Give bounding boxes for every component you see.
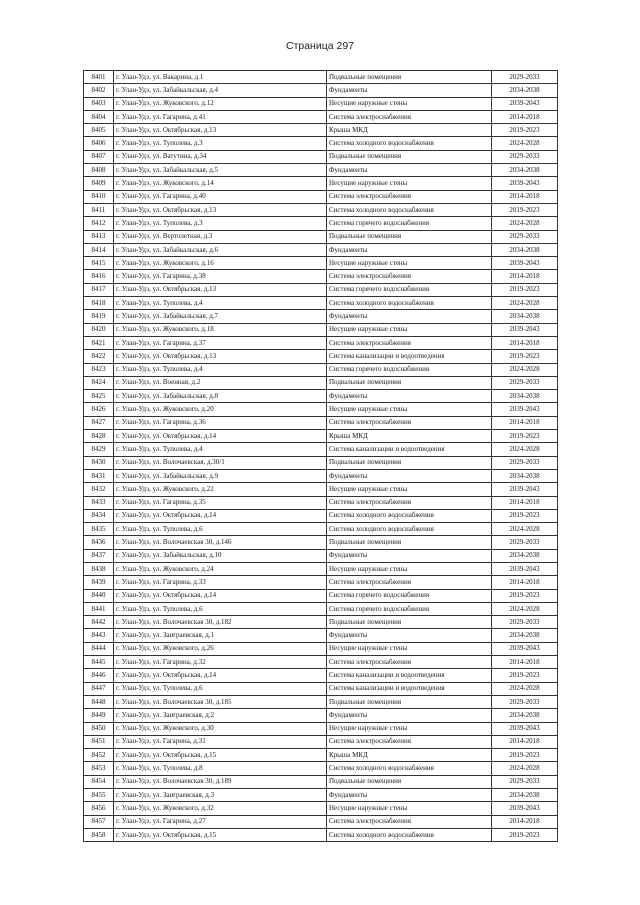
table-row: [84, 483, 558, 496]
table-row: [84, 336, 558, 349]
row-number-cell: 8450: [84, 722, 114, 735]
address-cell: г. Улан-Удэ, ул. Жуковского, д.32: [114, 802, 327, 815]
address-cell: г. Улан-Удэ, ул. Заиграевская, д.2: [114, 709, 327, 722]
table-row: [84, 762, 558, 775]
table-row: [84, 815, 558, 828]
structural-element-cell: Система канализации и водоотведения: [327, 350, 492, 363]
structural-element-cell: Фундаменты: [327, 243, 492, 256]
repair-period-cell: 2024-2028: [492, 682, 558, 695]
structural-element-cell: Система холодного водоснабжения: [327, 509, 492, 522]
structural-element-cell: Система холодного водоснабжения: [327, 137, 492, 150]
row-number-cell: 8442: [84, 616, 114, 629]
row-number-cell: 8448: [84, 695, 114, 708]
structural-element-cell: Система горячего водоснабжения: [327, 602, 492, 615]
table-row: [84, 363, 558, 376]
address-cell: г. Улан-Удэ, ул. Забайкальская, д.4: [114, 84, 327, 97]
address-cell: г. Улан-Удэ, ул. Октябрьская, д.13: [114, 124, 327, 137]
address-cell: г. Улан-Удэ, ул. Волочаевская 30, д.182: [114, 616, 327, 629]
repair-period-cell: 2019-2023: [492, 749, 558, 762]
address-cell: г. Улан-Удэ, ул. Забайкальская, д.10: [114, 549, 327, 562]
table-row: [84, 257, 558, 270]
table-row: [84, 602, 558, 615]
structural-element-cell: Крыша МКД: [327, 430, 492, 443]
row-number-cell: 8407: [84, 150, 114, 163]
structural-element-cell: Подвальные помещения: [327, 775, 492, 788]
repair-period-cell: 2029-2033: [492, 456, 558, 469]
repair-period-cell: 2039-2043: [492, 802, 558, 815]
structural-element-cell: Несущие наружные стены: [327, 97, 492, 110]
structural-element-cell: Система горячего водоснабжения: [327, 589, 492, 602]
repair-period-cell: 2029-2033: [492, 616, 558, 629]
structural-element-cell: Фундаменты: [327, 789, 492, 802]
address-cell: г. Улан-Удэ, ул. Ватутина, д.34: [114, 150, 327, 163]
table-row: [84, 230, 558, 243]
structural-element-cell: Система электроснабжения: [327, 735, 492, 748]
table-row: [84, 203, 558, 216]
repair-period-cell: 2019-2023: [492, 283, 558, 296]
structural-element-cell: Система электроснабжения: [327, 656, 492, 669]
structural-element-cell: Несущие наружные стены: [327, 257, 492, 270]
structural-element-cell: Система электроснабжения: [327, 110, 492, 123]
table-row: [84, 576, 558, 589]
address-cell: г. Улан-Удэ, ул. Гагарина, д.32: [114, 656, 327, 669]
row-number-cell: 8403: [84, 97, 114, 110]
address-cell: г. Улан-Удэ, ул. Забайкальская, д.7: [114, 310, 327, 323]
row-number-cell: 8433: [84, 496, 114, 509]
row-number-cell: 8414: [84, 243, 114, 256]
repair-period-cell: 2029-2033: [492, 695, 558, 708]
structural-element-cell: Фундаменты: [327, 549, 492, 562]
structural-element-cell: Несущие наружные стены: [327, 722, 492, 735]
row-number-cell: 8435: [84, 523, 114, 536]
address-cell: г. Улан-Удэ, ул. Военная, д.2: [114, 376, 327, 389]
repair-period-cell: 2019-2023: [492, 828, 558, 841]
structural-element-cell: Система холодного водоснабжения: [327, 523, 492, 536]
address-cell: г. Улан-Удэ, ул. Жуковского, д.26: [114, 642, 327, 655]
row-number-cell: 8456: [84, 802, 114, 815]
row-number-cell: 8408: [84, 164, 114, 177]
address-cell: г. Улан-Удэ, ул. Туполева, д.6: [114, 682, 327, 695]
repair-period-cell: 2014-2018: [492, 735, 558, 748]
repair-period-cell: 2034-2038: [492, 243, 558, 256]
table-row: [84, 110, 558, 123]
table-row: [84, 71, 558, 84]
repair-period-cell: 2019-2023: [492, 430, 558, 443]
structural-element-cell: Подвальные помещения: [327, 230, 492, 243]
table-row: [84, 749, 558, 762]
table-row: [84, 164, 558, 177]
address-cell: г. Улан-Удэ, ул. Волочаевская 30, д.146: [114, 536, 327, 549]
address-cell: г. Улан-Удэ, ул. Гагарина, д.31: [114, 735, 327, 748]
repair-period-cell: 2014-2018: [492, 496, 558, 509]
repair-period-cell: 2024-2028: [492, 523, 558, 536]
repair-period-cell: 2039-2043: [492, 177, 558, 190]
table-row: [84, 297, 558, 310]
repair-period-cell: 2034-2038: [492, 310, 558, 323]
table-row: [84, 283, 558, 296]
address-cell: г. Улан-Удэ, ул. Гагарина, д.37: [114, 336, 327, 349]
table-row: [84, 589, 558, 602]
structural-element-cell: Подвальные помещения: [327, 150, 492, 163]
structural-element-cell: Несущие наружные стены: [327, 483, 492, 496]
row-number-cell: 8439: [84, 576, 114, 589]
structural-element-cell: Фундаменты: [327, 390, 492, 403]
table-row: [84, 496, 558, 509]
structural-element-cell: Крыша МКД: [327, 749, 492, 762]
structural-element-cell: Подвальные помещения: [327, 456, 492, 469]
repair-period-cell: 2014-2018: [492, 815, 558, 828]
table-row: [84, 682, 558, 695]
table-row: [84, 549, 558, 562]
address-cell: г. Улан-Удэ, ул. Туполева, д.3: [114, 217, 327, 230]
row-number-cell: 8429: [84, 443, 114, 456]
repair-period-cell: 2039-2043: [492, 722, 558, 735]
row-number-cell: 8446: [84, 669, 114, 682]
address-cell: г. Улан-Удэ, ул. Туполева, д.3: [114, 137, 327, 150]
address-cell: г. Улан-Удэ, ул. Жуковского, д.24: [114, 562, 327, 575]
table-row: [84, 443, 558, 456]
structural-element-cell: Система холодного водоснабжения: [327, 828, 492, 841]
repair-period-cell: 2014-2018: [492, 416, 558, 429]
structural-element-cell: Фундаменты: [327, 469, 492, 482]
row-number-cell: 8445: [84, 656, 114, 669]
table-row: [84, 390, 558, 403]
table-row: [84, 137, 558, 150]
repair-period-cell: 2024-2028: [492, 762, 558, 775]
address-cell: г. Улан-Удэ, ул. Гагарина, д.38: [114, 270, 327, 283]
repair-period-cell: 2039-2043: [492, 562, 558, 575]
table-row: [84, 709, 558, 722]
row-number-cell: 8420: [84, 323, 114, 336]
repair-period-cell: 2034-2038: [492, 164, 558, 177]
address-cell: г. Улан-Удэ, ул. Жуковского, д.30: [114, 722, 327, 735]
table-row: [84, 430, 558, 443]
table-row: [84, 217, 558, 230]
repair-period-cell: 2034-2038: [492, 549, 558, 562]
row-number-cell: 8417: [84, 283, 114, 296]
address-cell: г. Улан-Удэ, ул. Туполева, д.6: [114, 523, 327, 536]
structural-element-cell: Фундаменты: [327, 84, 492, 97]
repair-period-cell: 2014-2018: [492, 270, 558, 283]
table-row: [84, 150, 558, 163]
address-cell: г. Улан-Удэ, ул. Октябрьская, д.15: [114, 828, 327, 841]
table-row: [84, 270, 558, 283]
row-number-cell: 8440: [84, 589, 114, 602]
table-row: [84, 403, 558, 416]
repair-period-cell: 2024-2028: [492, 217, 558, 230]
repair-period-cell: 2039-2043: [492, 642, 558, 655]
repair-period-cell: 2034-2038: [492, 629, 558, 642]
structural-element-cell: Система горячего водоснабжения: [327, 363, 492, 376]
table-row: [84, 350, 558, 363]
address-cell: г. Улан-Удэ, ул. Туполева, д.6: [114, 602, 327, 615]
address-cell: г. Улан-Удэ, ул. Вертолетная, д.3: [114, 230, 327, 243]
repair-period-cell: 2024-2028: [492, 137, 558, 150]
row-number-cell: 8438: [84, 562, 114, 575]
table-row: [84, 656, 558, 669]
row-number-cell: 8412: [84, 217, 114, 230]
address-cell: г. Улан-Удэ, ул. Октябрьская, д.14: [114, 589, 327, 602]
repair-period-cell: 2029-2033: [492, 536, 558, 549]
address-cell: г. Улан-Удэ, ул. Октябрьская, д.13: [114, 203, 327, 216]
row-number-cell: 8425: [84, 390, 114, 403]
address-cell: г. Улан-Удэ, ул. Туполева, д.4: [114, 297, 327, 310]
repair-period-cell: 2024-2028: [492, 363, 558, 376]
table-row: [84, 469, 558, 482]
table-row: [84, 695, 558, 708]
address-cell: г. Улан-Удэ, ул. Туполева, д.4: [114, 363, 327, 376]
row-number-cell: 8409: [84, 177, 114, 190]
address-cell: г. Улан-Удэ, ул. Заиграевская, д.3: [114, 789, 327, 802]
repair-period-cell: 2014-2018: [492, 190, 558, 203]
table-row: [84, 310, 558, 323]
address-cell: г. Улан-Удэ, ул. Туполева, д.4: [114, 443, 327, 456]
repair-period-cell: 2034-2038: [492, 390, 558, 403]
repair-period-cell: 2034-2038: [492, 709, 558, 722]
table-row: [84, 629, 558, 642]
row-number-cell: 8405: [84, 124, 114, 137]
structural-element-cell: Подвальные помещения: [327, 536, 492, 549]
repair-period-cell: 2024-2028: [492, 443, 558, 456]
repair-period-cell: 2014-2018: [492, 110, 558, 123]
row-number-cell: 8457: [84, 815, 114, 828]
address-cell: г. Улан-Удэ, ул. Октябрьская, д.15: [114, 749, 327, 762]
table-row: [84, 177, 558, 190]
structural-element-cell: Система электроснабжения: [327, 270, 492, 283]
structural-element-cell: Фундаменты: [327, 629, 492, 642]
table-row: [84, 190, 558, 203]
structural-element-cell: Система горячего водоснабжения: [327, 217, 492, 230]
row-number-cell: 8401: [84, 71, 114, 84]
row-number-cell: 8437: [84, 549, 114, 562]
repair-period-cell: 2034-2038: [492, 789, 558, 802]
address-cell: г. Улан-Удэ, ул. Гагарина, д.35: [114, 496, 327, 509]
structural-element-cell: Система горячего водоснабжения: [327, 283, 492, 296]
table-row: [84, 775, 558, 788]
repair-period-cell: 2029-2033: [492, 150, 558, 163]
row-number-cell: 8449: [84, 709, 114, 722]
row-number-cell: 8443: [84, 629, 114, 642]
table-row: [84, 523, 558, 536]
table-row: [84, 669, 558, 682]
row-number-cell: 8415: [84, 257, 114, 270]
row-number-cell: 8431: [84, 469, 114, 482]
structural-element-cell: Фундаменты: [327, 709, 492, 722]
address-cell: г. Улан-Удэ, ул. Октябрьская, д.13: [114, 350, 327, 363]
address-cell: г. Улан-Удэ, ул. Октябрьская, д.14: [114, 669, 327, 682]
address-cell: г. Улан-Удэ, ул. Гагарина, д.36: [114, 416, 327, 429]
repair-period-cell: 2019-2023: [492, 203, 558, 216]
row-number-cell: 8426: [84, 403, 114, 416]
table-body: [84, 71, 558, 842]
row-number-cell: 8454: [84, 775, 114, 788]
address-cell: г. Улан-Удэ, ул. Гагарина, д.41: [114, 110, 327, 123]
repair-period-cell: 2019-2023: [492, 350, 558, 363]
repair-period-cell: 2024-2028: [492, 602, 558, 615]
repair-period-cell: 2019-2023: [492, 669, 558, 682]
row-number-cell: 8406: [84, 137, 114, 150]
address-cell: г. Улан-Удэ, ул. Забайкальская, д.6: [114, 243, 327, 256]
address-cell: г. Улан-Удэ, ул. Вакарина, д.1: [114, 71, 327, 84]
page-title: Страница 297: [285, 40, 355, 52]
address-cell: г. Улан-Удэ, ул. Гагарина, д.40: [114, 190, 327, 203]
row-number-cell: 8421: [84, 336, 114, 349]
repair-period-cell: 2034-2038: [492, 84, 558, 97]
address-cell: г. Улан-Удэ, ул. Волочаевская 30, д.185: [114, 695, 327, 708]
structural-element-cell: Подвальные помещения: [327, 616, 492, 629]
row-number-cell: 8441: [84, 602, 114, 615]
structural-element-cell: Подвальные помещения: [327, 695, 492, 708]
table-row: [84, 84, 558, 97]
repair-period-cell: 2039-2043: [492, 97, 558, 110]
row-number-cell: 8453: [84, 762, 114, 775]
address-cell: г. Улан-Удэ, ул. Гагарина, д.33: [114, 576, 327, 589]
row-number-cell: 8418: [84, 297, 114, 310]
repair-period-cell: 2029-2033: [492, 230, 558, 243]
row-number-cell: 8419: [84, 310, 114, 323]
address-cell: г. Улан-Удэ, ул. Забайкальская, д.5: [114, 164, 327, 177]
table-row: [84, 243, 558, 256]
repair-period-cell: 2019-2023: [492, 589, 558, 602]
address-cell: г. Улан-Удэ, ул. Жуковского, д.18: [114, 323, 327, 336]
table-row: [84, 802, 558, 815]
row-number-cell: 8402: [84, 84, 114, 97]
structural-element-cell: Система электроснабжения: [327, 190, 492, 203]
row-number-cell: 8427: [84, 416, 114, 429]
address-cell: г. Улан-Удэ, ул. Октябрьская, д.13: [114, 283, 327, 296]
row-number-cell: 8434: [84, 509, 114, 522]
row-number-cell: 8422: [84, 350, 114, 363]
table-row: [84, 456, 558, 469]
structural-element-cell: Фундаменты: [327, 164, 492, 177]
structural-element-cell: Система электроснабжения: [327, 336, 492, 349]
row-number-cell: 8455: [84, 789, 114, 802]
address-cell: г. Улан-Удэ, ул. Жуковского, д.20: [114, 403, 327, 416]
address-cell: г. Улан-Удэ, ул. Волочаевская, д.30/1: [114, 456, 327, 469]
structural-element-cell: Система холодного водоснабжения: [327, 297, 492, 310]
structural-element-cell: Подвальные помещения: [327, 71, 492, 84]
table-row: [84, 536, 558, 549]
structural-element-cell: Несущие наружные стены: [327, 642, 492, 655]
address-cell: г. Улан-Удэ, ул. Заиграевская, д.1: [114, 629, 327, 642]
row-number-cell: 8452: [84, 749, 114, 762]
structural-element-cell: Система электроснабжения: [327, 815, 492, 828]
repair-period-cell: 2019-2023: [492, 509, 558, 522]
address-cell: г. Улан-Удэ, ул. Жуковского, д.12: [114, 97, 327, 110]
address-cell: г. Улан-Удэ, ул. Забайкальская, д.9: [114, 469, 327, 482]
row-number-cell: 8424: [84, 376, 114, 389]
address-cell: г. Улан-Удэ, ул. Жуковского, д.22: [114, 483, 327, 496]
address-cell: г. Улан-Удэ, ул. Волочаевская 30, д.189: [114, 775, 327, 788]
table-row: [84, 642, 558, 655]
table-row: [84, 828, 558, 841]
address-cell: г. Улан-Удэ, ул. Жуковского, д.14: [114, 177, 327, 190]
table-row: [84, 722, 558, 735]
table-row: [84, 735, 558, 748]
repair-period-cell: 2029-2033: [492, 376, 558, 389]
repair-period-cell: 2014-2018: [492, 656, 558, 669]
row-number-cell: 8458: [84, 828, 114, 841]
row-number-cell: 8451: [84, 735, 114, 748]
address-cell: г. Улан-Удэ, ул. Туполева, д.8: [114, 762, 327, 775]
repair-period-cell: 2034-2038: [492, 469, 558, 482]
structural-element-cell: Фундаменты: [327, 310, 492, 323]
structural-element-cell: Несущие наружные стены: [327, 177, 492, 190]
structural-element-cell: Несущие наружные стены: [327, 562, 492, 575]
repair-period-cell: 2039-2043: [492, 323, 558, 336]
row-number-cell: 8413: [84, 230, 114, 243]
repair-period-cell: 2014-2018: [492, 336, 558, 349]
structural-element-cell: Система канализации и водоотведения: [327, 669, 492, 682]
address-cell: г. Улан-Удэ, ул. Октябрьская, д.14: [114, 430, 327, 443]
structural-element-cell: Система электроснабжения: [327, 576, 492, 589]
table-row: [84, 562, 558, 575]
address-cell: г. Улан-Удэ, ул. Забайкальская, д.8: [114, 390, 327, 403]
repair-period-cell: 2019-2023: [492, 124, 558, 137]
table-row: [84, 124, 558, 137]
address-cell: г. Улан-Удэ, ул. Гагарина, д.27: [114, 815, 327, 828]
structural-element-cell: Крыша МКД: [327, 124, 492, 137]
structural-element-cell: Несущие наружные стены: [327, 802, 492, 815]
repair-period-cell: 2039-2043: [492, 403, 558, 416]
row-number-cell: 8423: [84, 363, 114, 376]
row-number-cell: 8447: [84, 682, 114, 695]
row-number-cell: 8404: [84, 110, 114, 123]
table-row: [84, 323, 558, 336]
address-cell: г. Улан-Удэ, ул. Жуковского, д.16: [114, 257, 327, 270]
row-number-cell: 8416: [84, 270, 114, 283]
repair-period-cell: 2039-2043: [492, 483, 558, 496]
row-number-cell: 8410: [84, 190, 114, 203]
table-row: [84, 376, 558, 389]
address-cell: г. Улан-Удэ, ул. Октябрьская, д.14: [114, 509, 327, 522]
table-row: [84, 616, 558, 629]
structural-element-cell: Система канализации и водоотведения: [327, 443, 492, 456]
repair-schedule-table: [83, 70, 558, 842]
structural-element-cell: Несущие наружные стены: [327, 323, 492, 336]
structural-element-cell: Система электроснабжения: [327, 496, 492, 509]
structural-element-cell: Несущие наружные стены: [327, 403, 492, 416]
repair-period-cell: 2029-2033: [492, 71, 558, 84]
row-number-cell: 8411: [84, 203, 114, 216]
repair-period-cell: 2024-2028: [492, 297, 558, 310]
table-row: [84, 97, 558, 110]
structural-element-cell: Система электроснабжения: [327, 416, 492, 429]
structural-element-cell: Система холодного водоснабжения: [327, 203, 492, 216]
row-number-cell: 8428: [84, 430, 114, 443]
structural-element-cell: Подвальные помещения: [327, 376, 492, 389]
table-row: [84, 509, 558, 522]
repair-period-cell: 2014-2018: [492, 576, 558, 589]
table-row: [84, 789, 558, 802]
structural-element-cell: Система канализации и водоотведения: [327, 682, 492, 695]
table-row: [84, 416, 558, 429]
row-number-cell: 8444: [84, 642, 114, 655]
repair-period-cell: 2029-2033: [492, 775, 558, 788]
row-number-cell: 8432: [84, 483, 114, 496]
row-number-cell: 8436: [84, 536, 114, 549]
row-number-cell: 8430: [84, 456, 114, 469]
repair-period-cell: 2039-2043: [492, 257, 558, 270]
structural-element-cell: Система холодного водоснабжения: [327, 762, 492, 775]
